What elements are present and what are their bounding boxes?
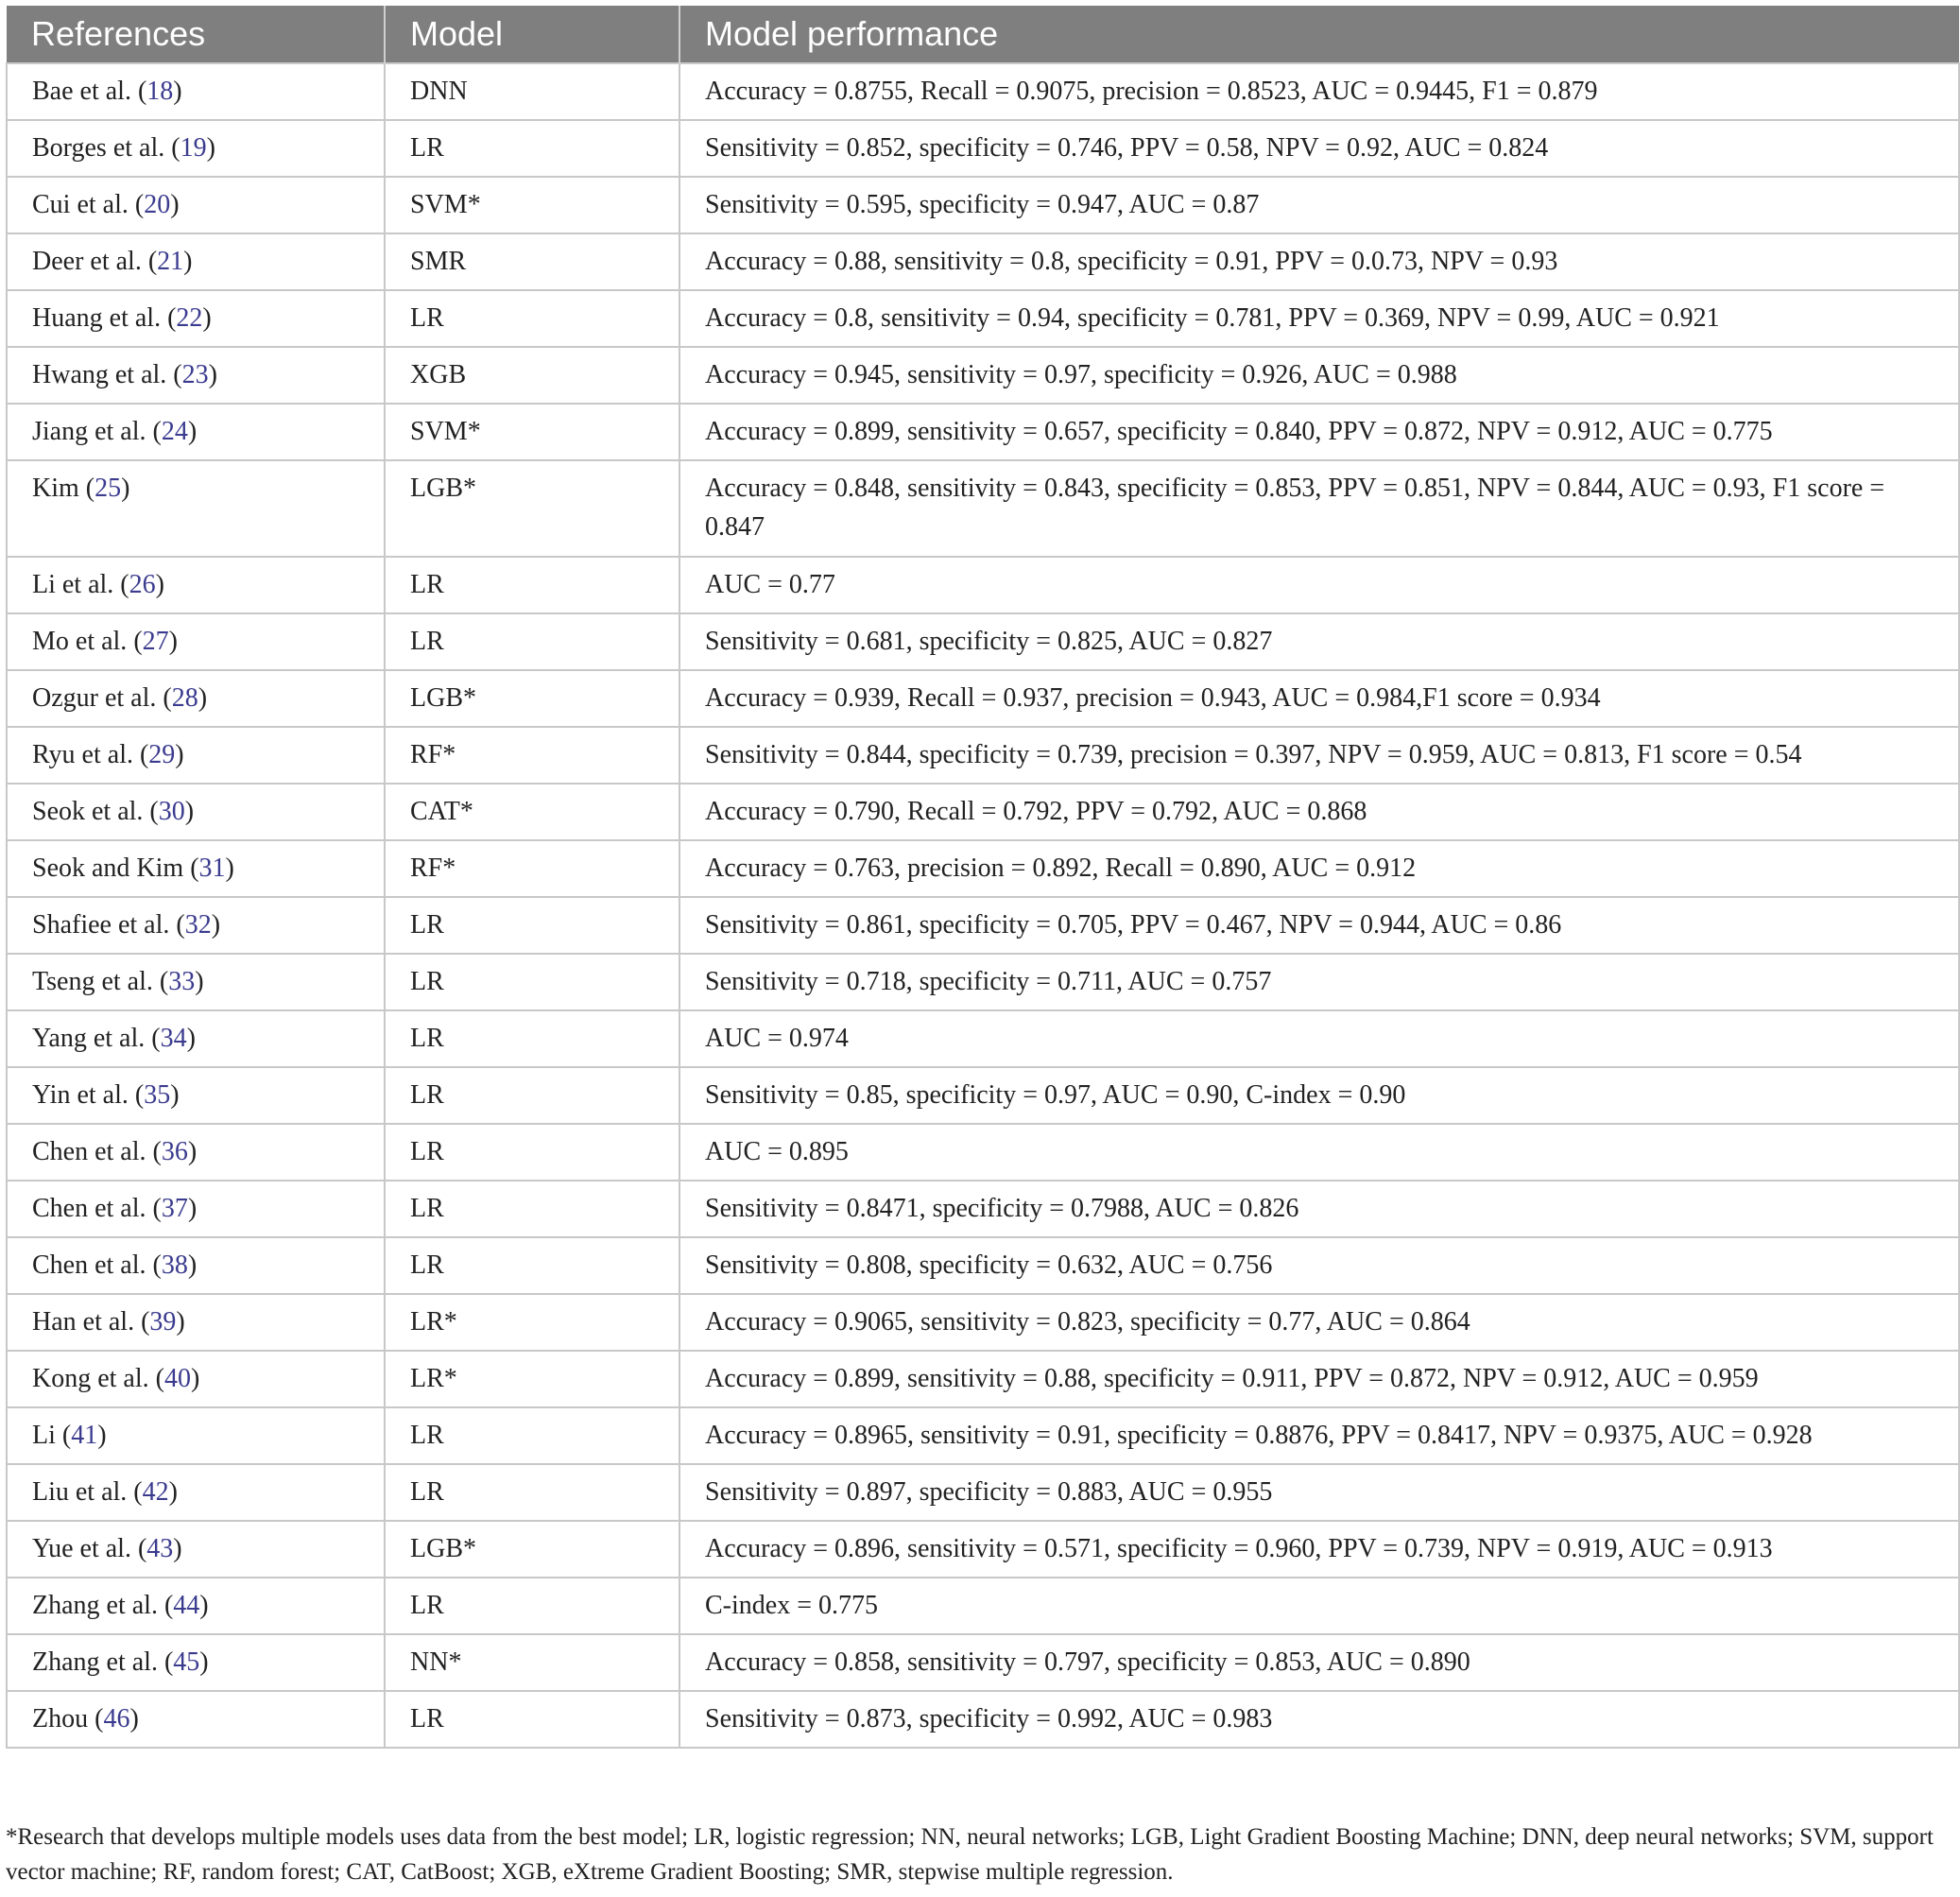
reference-number-link[interactable]: 40 [163, 1364, 191, 1393]
cell-reference: Li (41) [7, 1407, 385, 1464]
cell-model-performance: Sensitivity = 0.808, specificity = 0.632, AUC = 0.756 [679, 1237, 1959, 1294]
cell-model: LGB* [385, 1521, 679, 1578]
table-row [7, 1634, 1959, 1691]
cell-reference: Chen et al. (37) [7, 1181, 385, 1237]
cell-reference: Liu et al. (42) [7, 1464, 385, 1521]
table-row [7, 1407, 1959, 1464]
table-row [7, 404, 1959, 460]
table-row [7, 233, 1959, 290]
cell-reference: Seok and Kim (31) [7, 840, 385, 897]
reference-author: Cui et al. [32, 190, 129, 219]
reference-author: Yue et al. [32, 1534, 131, 1563]
cell-reference: Hwang et al. (23) [7, 347, 385, 404]
cell-reference: Han et al. (39) [7, 1294, 385, 1351]
reference-number-link[interactable]: 30 [158, 797, 185, 826]
reference-author: Huang et al. [32, 303, 162, 333]
cell-model: SMR [385, 233, 679, 290]
cell-reference: Tseng et al. (33) [7, 954, 385, 1010]
header-model: Model [385, 6, 679, 63]
reference-number-link[interactable]: 29 [148, 740, 176, 769]
reference-author: Tseng et al. [32, 967, 153, 996]
cell-reference: Bae et al. (18) [7, 63, 385, 120]
reference-author: Bae et al. [32, 77, 131, 106]
cell-model: LR [385, 1407, 679, 1464]
reference-number-link[interactable]: 36 [161, 1137, 188, 1166]
cell-reference: Zhang et al. (44) [7, 1578, 385, 1634]
table-row [7, 63, 1959, 120]
table-row [7, 954, 1959, 1010]
reference-number-link[interactable]: 31 [198, 854, 226, 883]
cell-model-performance: Accuracy = 0.8965, sensitivity = 0.91, specificity = 0.8876, PPV = 0.8417, NPV = 0.9375, AUC = 0.928 [679, 1407, 1959, 1464]
reference-author: Liu et al. [32, 1477, 128, 1507]
cell-model-performance: Sensitivity = 0.852, specificity = 0.746, PPV = 0.58, NPV = 0.92, AUC = 0.824 [679, 120, 1959, 177]
cell-model: XGB [385, 347, 679, 404]
header-row [7, 6, 1959, 63]
reference-author: Han et al. [32, 1307, 135, 1337]
cell-model-performance: Accuracy = 0.899, sensitivity = 0.88, specificity = 0.911, PPV = 0.872, NPV = 0.912, AUC = 0.959 [679, 1351, 1959, 1407]
cell-model: LR [385, 290, 679, 347]
cell-model-performance: Accuracy = 0.945, sensitivity = 0.97, specificity = 0.926, AUC = 0.988 [679, 347, 1959, 404]
cell-model-performance: Accuracy = 0.858, sensitivity = 0.797, specificity = 0.853, AUC = 0.890 [679, 1634, 1959, 1691]
reference-number-link[interactable]: 27 [142, 627, 169, 656]
cell-reference: Ryu et al. (29) [7, 727, 385, 784]
reference-author: Zhang et al. [32, 1647, 158, 1677]
reference-number-link[interactable]: 26 [129, 570, 156, 599]
cell-reference: Li et al. (26) [7, 557, 385, 613]
cell-reference: Kim (25) [7, 460, 385, 557]
reference-author: Ozgur et al. [32, 683, 157, 713]
cell-model-performance: Sensitivity = 0.8471, specificity = 0.7988, AUC = 0.826 [679, 1181, 1959, 1237]
cell-reference: Huang et al. (22) [7, 290, 385, 347]
table-row [7, 840, 1959, 897]
table-body [7, 63, 1959, 1748]
table-row [7, 1067, 1959, 1124]
cell-model: LR [385, 1578, 679, 1634]
table-header [7, 6, 1959, 63]
cell-model-performance: Accuracy = 0.8, sensitivity = 0.94, specificity = 0.781, PPV = 0.369, NPV = 0.99, AUC = 0.921 [679, 290, 1959, 347]
cell-reference: Jiang et al. (24) [7, 404, 385, 460]
cell-model: RF* [385, 840, 679, 897]
cell-model-performance: AUC = 0.974 [679, 1010, 1959, 1067]
table-row [7, 1181, 1959, 1237]
header-references: References [7, 6, 385, 63]
cell-model: NN* [385, 1634, 679, 1691]
reference-number-link[interactable]: 42 [142, 1477, 169, 1507]
cell-model-performance: Accuracy = 0.790, Recall = 0.792, PPV = 0.792, AUC = 0.868 [679, 784, 1959, 840]
cell-model-performance: Accuracy = 0.899, sensitivity = 0.657, specificity = 0.840, PPV = 0.872, NPV = 0.912, AUC = 0.775 [679, 404, 1959, 460]
cell-model-performance: Sensitivity = 0.897, specificity = 0.883, AUC = 0.955 [679, 1464, 1959, 1521]
reference-number-link[interactable]: 28 [171, 683, 198, 713]
table-row [7, 1124, 1959, 1181]
cell-model-performance: Sensitivity = 0.718, specificity = 0.711, AUC = 0.757 [679, 954, 1959, 1010]
reference-author: Yin et al. [32, 1080, 129, 1110]
cell-model: LR [385, 1124, 679, 1181]
table-row [7, 177, 1959, 233]
cell-model: LR [385, 1237, 679, 1294]
cell-model: LR [385, 1010, 679, 1067]
cell-model-performance: AUC = 0.895 [679, 1124, 1959, 1181]
reference-author: Ryu et al. [32, 740, 133, 769]
table-row [7, 670, 1959, 727]
table-row [7, 1237, 1959, 1294]
cell-reference: Mo et al. (27) [7, 613, 385, 670]
cell-model: SVM* [385, 404, 679, 460]
reference-number-link[interactable]: 21 [157, 247, 184, 276]
reference-number-link[interactable]: 39 [149, 1307, 177, 1337]
cell-model-performance: Sensitivity = 0.844, specificity = 0.739, precision = 0.397, NPV = 0.959, AUC = 0.813, F1 score = 0.54 [679, 727, 1959, 784]
cell-model: LR [385, 1067, 679, 1124]
reference-number-link[interactable]: 32 [184, 910, 212, 940]
cell-model: LR [385, 1464, 679, 1521]
table-row [7, 1521, 1959, 1578]
cell-model-performance: Sensitivity = 0.595, specificity = 0.947, AUC = 0.87 [679, 177, 1959, 233]
reference-author: Seok et al. [32, 797, 144, 826]
table-row [7, 1464, 1959, 1521]
cell-reference: Shafiee et al. (32) [7, 897, 385, 954]
reference-author: Kong et al. [32, 1364, 149, 1393]
cell-model-performance: Accuracy = 0.848, sensitivity = 0.843, specificity = 0.853, PPV = 0.851, NPV = 0.844, AUC = 0.93, F1 score = 0.847 [679, 460, 1959, 557]
table-row [7, 460, 1959, 557]
reference-number-link[interactable]: 18 [146, 77, 174, 106]
reference-author: Shafiee et al. [32, 910, 170, 940]
cell-model: LR* [385, 1351, 679, 1407]
reference-author: Chen et al. [32, 1250, 146, 1280]
cell-reference: Zhou (46) [7, 1691, 385, 1748]
cell-reference: Kong et al. (40) [7, 1351, 385, 1407]
cell-model: LR [385, 954, 679, 1010]
cell-model: LR [385, 1691, 679, 1748]
reference-number-link[interactable]: 20 [144, 190, 171, 219]
reference-author: Zhou [32, 1704, 89, 1733]
cell-model: CAT* [385, 784, 679, 840]
table-row [7, 1578, 1959, 1634]
cell-reference: Ozgur et al. (28) [7, 670, 385, 727]
reference-author: Chen et al. [32, 1137, 146, 1166]
table-row [7, 1010, 1959, 1067]
cell-model-performance: Accuracy = 0.763, precision = 0.892, Recall = 0.890, AUC = 0.912 [679, 840, 1959, 897]
reference-number-link[interactable]: 24 [161, 417, 188, 446]
reference-number-link[interactable]: 46 [103, 1704, 130, 1733]
cell-model: LR [385, 557, 679, 613]
cell-model-performance: Accuracy = 0.939, Recall = 0.937, precision = 0.943, AUC = 0.984,F1 score = 0.934 [679, 670, 1959, 727]
cell-model-performance: Sensitivity = 0.861, specificity = 0.705, PPV = 0.467, NPV = 0.944, AUC = 0.86 [679, 897, 1959, 954]
cell-model: LR* [385, 1294, 679, 1351]
cell-model: LR [385, 613, 679, 670]
cell-model-performance: Accuracy = 0.896, sensitivity = 0.571, specificity = 0.960, PPV = 0.739, NPV = 0.919, AUC = 0.913 [679, 1521, 1959, 1578]
reference-author: Seok and Kim [32, 854, 184, 883]
table-row [7, 557, 1959, 613]
cell-model-performance: Accuracy = 0.8755, Recall = 0.9075, precision = 0.8523, AUC = 0.9445, F1 = 0.879 [679, 63, 1959, 120]
reference-author: Kim [32, 474, 79, 503]
table-row [7, 784, 1959, 840]
reference-number-link[interactable]: 34 [160, 1024, 187, 1053]
table-footnote: *Research that develops multiple models uses data from the best model; LR, logistic regression; NN, neural networks; LGB, Light Gradient Boosting Machine; DNN, deep neural networks; SVM, support vector machine; RF, random forest; CAT, CatBoost; XGB, eXtreme Gradient Boosting; SMR, stepwise multiple regression. [6, 1824, 1934, 1885]
cell-model-performance: AUC = 0.77 [679, 557, 1959, 613]
reference-number-link[interactable]: 44 [173, 1591, 200, 1620]
reference-author: Yang et al. [32, 1024, 146, 1053]
reference-number-link[interactable]: 33 [168, 967, 196, 996]
cell-model: LR [385, 1181, 679, 1237]
reference-author: Li [32, 1421, 56, 1450]
cell-reference: Yue et al. (43) [7, 1521, 385, 1578]
cell-model: LGB* [385, 670, 679, 727]
cell-model-performance: Sensitivity = 0.873, specificity = 0.992, AUC = 0.983 [679, 1691, 1959, 1748]
reference-author: Deer et al. [32, 247, 142, 276]
cell-model-performance: Sensitivity = 0.681, specificity = 0.825, AUC = 0.827 [679, 613, 1959, 670]
table-row [7, 1351, 1959, 1407]
reference-number-link[interactable]: 35 [144, 1080, 171, 1110]
cell-reference: Chen et al. (36) [7, 1124, 385, 1181]
cell-model-performance: Sensitivity = 0.85, specificity = 0.97, AUC = 0.90, C-index = 0.90 [679, 1067, 1959, 1124]
reference-number-link[interactable]: 43 [146, 1534, 174, 1563]
cell-model: RF* [385, 727, 679, 784]
header-model-performance: Model performance [679, 6, 1959, 63]
reference-number-link[interactable]: 41 [71, 1421, 98, 1450]
table-row [7, 347, 1959, 404]
reference-number-link[interactable]: 25 [95, 474, 122, 503]
reference-author: Jiang et al. [32, 417, 146, 446]
cell-model: LR [385, 120, 679, 177]
table-row [7, 120, 1959, 177]
cell-reference: Yang et al. (34) [7, 1010, 385, 1067]
table-row [7, 727, 1959, 784]
reference-number-link[interactable]: 38 [161, 1250, 188, 1280]
cell-reference: Seok et al. (30) [7, 784, 385, 840]
cell-model: DNN [385, 63, 679, 120]
reference-author: Chen et al. [32, 1194, 146, 1223]
reference-author: Li et al. [32, 570, 114, 599]
reference-author: Mo et al. [32, 627, 128, 656]
reference-number-link[interactable]: 22 [176, 303, 203, 333]
reference-author: Hwang et al. [32, 360, 167, 389]
references-table-container [6, 6, 1958, 1749]
reference-number-link[interactable]: 23 [181, 360, 209, 389]
table-row [7, 1294, 1959, 1351]
cell-reference: Deer et al. (21) [7, 233, 385, 290]
reference-number-link[interactable]: 45 [173, 1647, 200, 1677]
cell-model-performance: Accuracy = 0.88, sensitivity = 0.8, specificity = 0.91, PPV = 0.0.73, NPV = 0.93 [679, 233, 1959, 290]
cell-model: SVM* [385, 177, 679, 233]
cell-model-performance: C-index = 0.775 [679, 1578, 1959, 1634]
table-row [7, 290, 1959, 347]
references-table [6, 6, 1960, 1749]
reference-author: Borges et al. [32, 133, 165, 163]
table-row [7, 613, 1959, 670]
cell-reference: Chen et al. (38) [7, 1237, 385, 1294]
table-row [7, 1691, 1959, 1748]
reference-author: Zhang et al. [32, 1591, 158, 1620]
table-row [7, 897, 1959, 954]
cell-reference: Cui et al. (20) [7, 177, 385, 233]
cell-reference: Zhang et al. (45) [7, 1634, 385, 1691]
cell-reference: Yin et al. (35) [7, 1067, 385, 1124]
cell-model: LR [385, 897, 679, 954]
cell-reference: Borges et al. (19) [7, 120, 385, 177]
reference-number-link[interactable]: 19 [180, 133, 207, 163]
cell-model-performance: Accuracy = 0.9065, sensitivity = 0.823, specificity = 0.77, AUC = 0.864 [679, 1294, 1959, 1351]
reference-number-link[interactable]: 37 [161, 1194, 188, 1223]
cell-model: LGB* [385, 460, 679, 557]
